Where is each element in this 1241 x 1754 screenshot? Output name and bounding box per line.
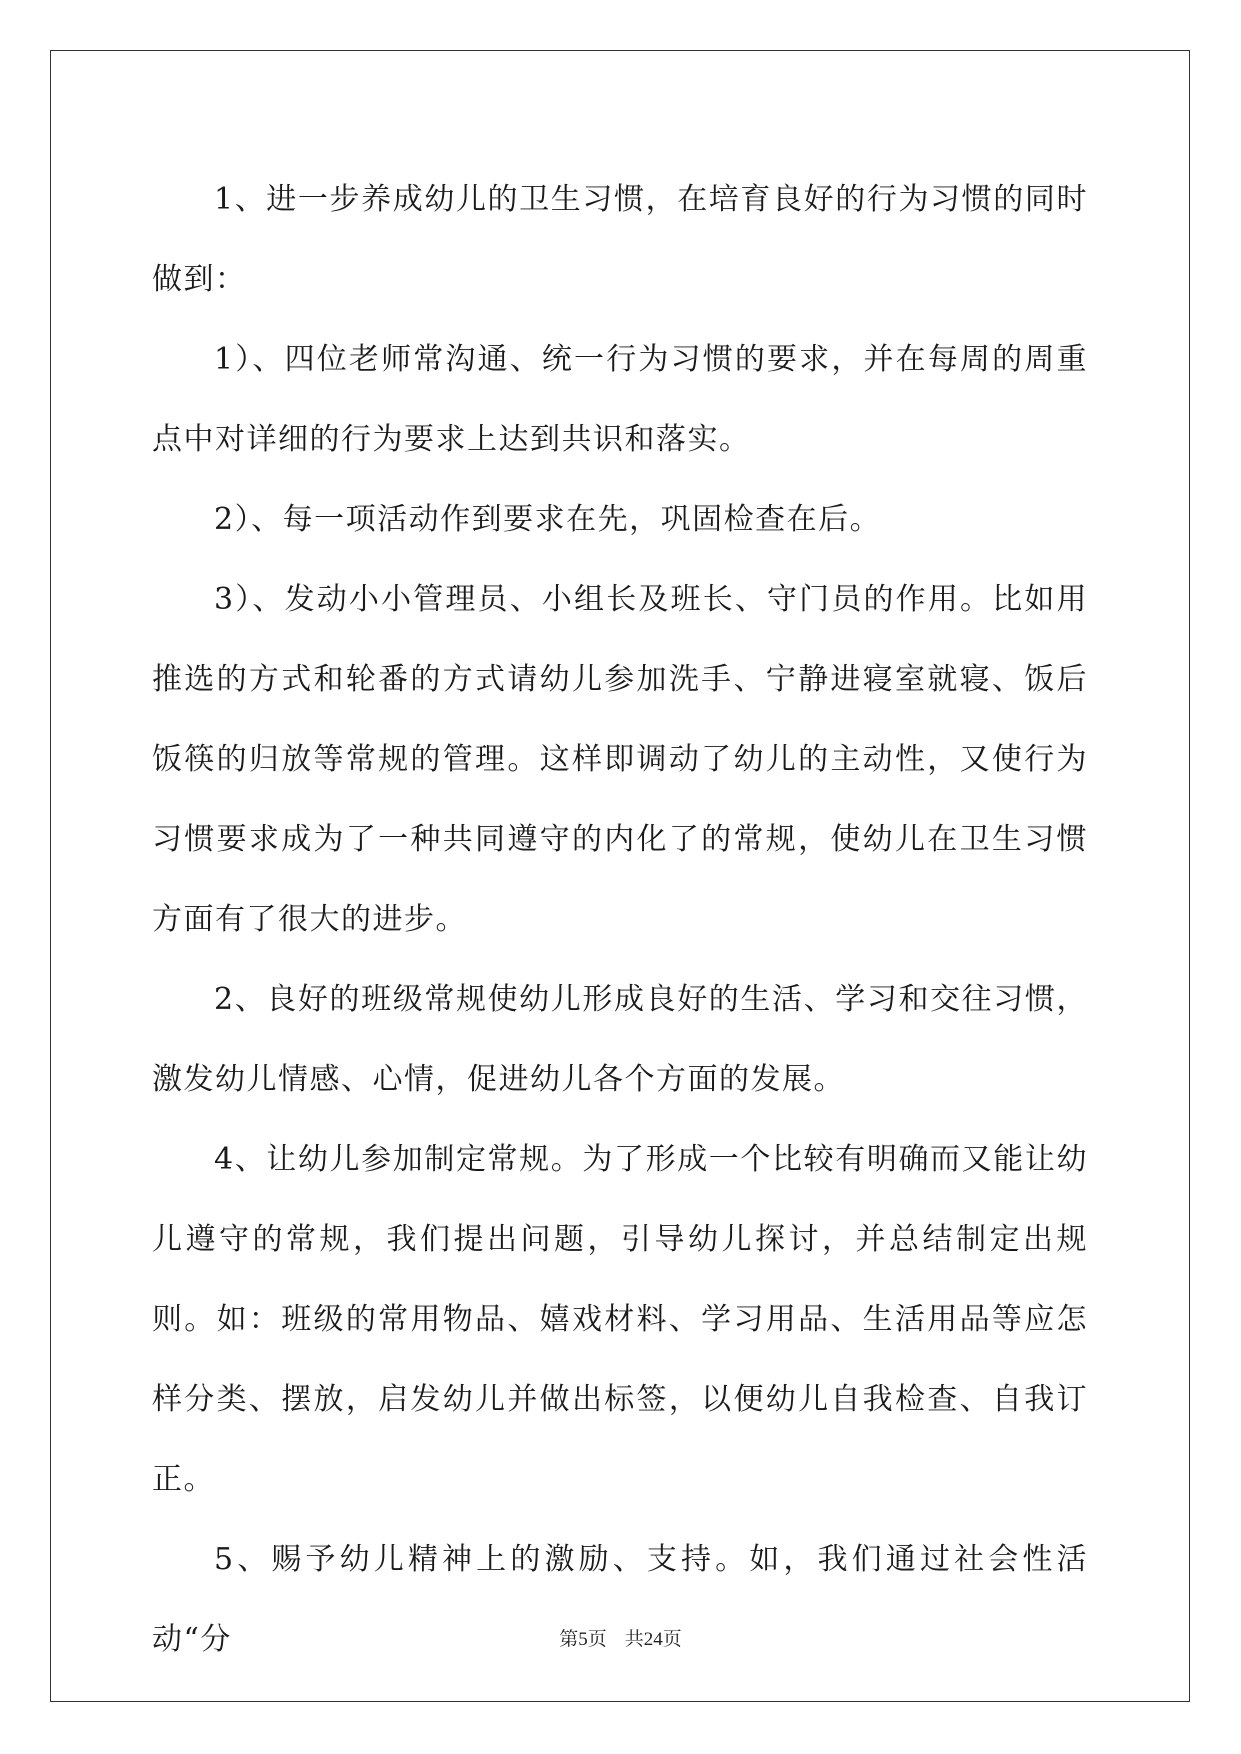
paragraph-1: 1、进一步养成幼儿的卫生习惯，在培育良好的行为习惯的同时做到： (152, 182, 1088, 297)
page-number: 第5页 (559, 1629, 607, 1650)
paragraph-5: 2、良好的班级常规使幼儿形成良好的生活、学习和交往习惯，激发幼儿情感、心情，促进幼儿各个方面的发展。 (152, 982, 1088, 1097)
page-footer (0, 1624, 1241, 1651)
paragraph-4: 3）、发动小小管理员、小组长及班长、守门员的作用。比如用推选的方式和轮番的方式请幼儿参加洗手、宁静进寝室就寝、饭后饭筷的归放等常规的管理。这样即调动了幼儿的主动性，又使行为习惯要求成为了一种共同遵守的内化了的常规，使幼儿在卫生习惯方面有了很大的进步。 (152, 582, 1088, 937)
paragraph-2: 1）、四位老师常沟通、统一行为习惯的要求，并在每周的周重点中对详细的行为要求上达到共识和落实。 (152, 342, 1088, 457)
document-body (152, 160, 1088, 1680)
paragraph-6: 4、让幼儿参加制定常规。为了形成一个比较有明确而又能让幼儿遵守的常规，我们提出问题，引导幼儿探讨，并总结制定出规则。如：班级的常用物品、嬉戏材料、学习用品、生活用品等应怎样分类、摆放，启发幼儿并做出标签，以便幼儿自我检查、自我订正。 (152, 1142, 1088, 1497)
paragraph-7: 5、赐予幼儿精神上的激励、支持。如，我们通过社会性活动“分 (152, 1542, 1088, 1657)
paragraph-3: 2）、每一项活动作到要求在先，巩固检查在后。 (214, 502, 882, 537)
page-total: 共24页 (624, 1629, 682, 1650)
